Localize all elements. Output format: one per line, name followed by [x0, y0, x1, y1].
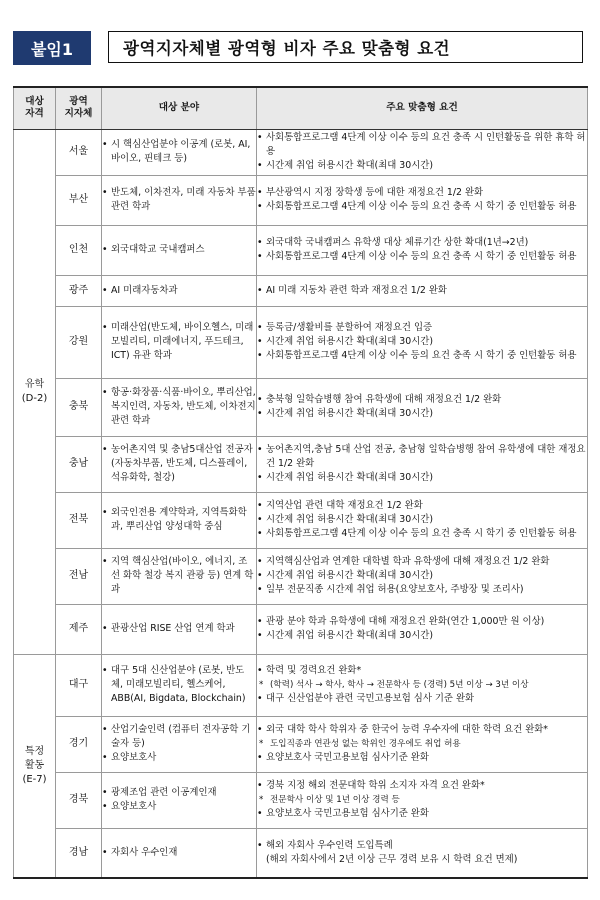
requirements-cell	[257, 828, 588, 878]
field-cell	[102, 828, 257, 878]
requirement-item: • 사회통합프로그램 4단계 이상 이수 등의 요건 충족 시 학기 중 인턴활동 허용	[257, 349, 587, 363]
requirements-cell	[257, 772, 588, 828]
column-header-qualification: 대상 자격	[14, 87, 56, 129]
region-cell: 인천	[56, 225, 102, 275]
requirements-cell	[257, 175, 588, 225]
field-item: • 광제조업 관련 이공계인재	[102, 786, 256, 800]
requirement-footnote: * 도입직종과 연관성 없는 학위인 경우에도 취업 허용	[257, 737, 587, 751]
table-header-row	[14, 87, 588, 129]
field-cell	[102, 436, 257, 492]
field-cell	[102, 378, 257, 436]
requirement-item: • 사회통합프로그램 4단계 이상 이수 등의 요건 충족 시 학기 중 인턴활동 허용	[257, 200, 587, 214]
requirements-cell	[257, 436, 588, 492]
region-cell: 충남	[56, 436, 102, 492]
requirement-item: • 시간제 취업 허용시간 확대(최대 30시간)	[257, 471, 587, 485]
requirements-cell	[257, 716, 588, 772]
region-cell: 경기	[56, 716, 102, 772]
requirement-item: • 경북 지정 해외 전문대학 학위 소지자 자격 요건 완화*	[257, 779, 587, 793]
requirement-item: • 시간제 취업 허용시간 확대(최대 30시간)	[257, 159, 587, 173]
requirement-item: • 해외 자회사 우수인력 도입특례	[257, 839, 587, 853]
region-cell: 강원	[56, 306, 102, 378]
table-row	[14, 175, 588, 225]
requirement-footnote: * 전문학사 이상 및 1년 이상 경력 등	[257, 793, 587, 807]
field-cell	[102, 548, 257, 604]
region-cell: 충북	[56, 378, 102, 436]
table-row	[14, 436, 588, 492]
requirement-item: • 사회통합프로그램 4단계 이상 이수 등의 요건 충족 시 인턴활동을 위한 휴학 허용	[257, 131, 587, 159]
table-row	[14, 306, 588, 378]
region-cell: 경남	[56, 828, 102, 878]
field-item: • 자회사 우수인재	[102, 846, 256, 860]
field-item: • 외국인전용 계약학과, 지역특화학과, 뿌리산업 양성대학 중심	[102, 506, 256, 534]
requirement-item: • 일부 전문직종 시간제 취업 허용(요양보호사, 주방장 및 조리사)	[257, 583, 587, 597]
requirement-item: • 지역핵심산업과 연계한 대학별 학과 유학생에 대해 재정요건 1/2 완화	[257, 555, 587, 569]
field-cell	[102, 129, 257, 175]
requirements-cell	[257, 306, 588, 378]
region-cell: 전남	[56, 548, 102, 604]
requirement-item: • 학력 및 경력요건 완화*	[257, 664, 587, 678]
qualification-cell: 특정 활동 (E-7)	[14, 654, 56, 878]
requirement-footnote: * (학력) 석사 → 학사, 학사 → 전문학사 등 (경력) 5년 이상 → 3년 이상	[257, 678, 587, 692]
field-item: • 요양보호사	[102, 800, 256, 814]
field-item: • 시 핵심산업분야 이공계 (로봇, AI, 바이오, 핀테크 등)	[102, 138, 256, 166]
field-item: • 관광산업 RISE 산업 연계 학과	[102, 622, 256, 636]
requirement-item: • 외국 대학 학사 학위자 중 한국어 능력 우수자에 대한 학력 요건 완화*	[257, 723, 587, 737]
field-cell	[102, 492, 257, 548]
column-header-requirements: 주요 맞춤형 요건	[257, 87, 588, 129]
requirement-item: • 대구 신산업분야 관련 국민고용보험 심사 기준 완화	[257, 692, 587, 706]
table-row	[14, 129, 588, 175]
requirement-item: (해외 자회사에서 2년 이상 근무 경력 보유 시 학력 요건 면제)	[266, 853, 518, 865]
table-row	[14, 772, 588, 828]
requirement-item: • 충북형 일학습병행 참여 유학생에 대해 재정요건 1/2 완화	[257, 393, 587, 407]
field-item: • 농어촌지역 및 충남5대산업 전공자(자동차부품, 반도체, 디스플레이, 석유화학, 철강)	[102, 443, 256, 485]
requirement-item: • 시간제 취업 허용시간 확대(최대 30시간)	[257, 569, 587, 583]
field-cell	[102, 716, 257, 772]
requirement-item: • 시간제 취업 허용시간 확대(최대 30시간)	[257, 513, 587, 527]
requirement-item: • 요양보호사 국민고용보험 심사기준 완화	[257, 751, 587, 765]
table-row	[14, 604, 588, 654]
field-item: • 지역 핵심산업(바이오, 에너지, 조선 화학 철강 복지 관광 등) 연계 학과	[102, 555, 256, 597]
requirements-cell	[257, 654, 588, 716]
region-cell: 경북	[56, 772, 102, 828]
requirements-cell	[257, 225, 588, 275]
requirement-item: • 등록금/생활비를 분할하여 재정요건 입증	[257, 321, 587, 335]
field-cell	[102, 604, 257, 654]
table-row	[14, 492, 588, 548]
field-cell	[102, 175, 257, 225]
requirement-item: • 사회통합프로그램 4단계 이상 이수 등의 요건 충족 시 학기 중 인턴활동 허용	[257, 250, 587, 264]
region-cell: 서울	[56, 129, 102, 175]
requirements-table	[13, 86, 588, 879]
field-cell	[102, 275, 257, 306]
table-row	[14, 275, 588, 306]
field-item: • 대구 5대 신산업분야 (로봇, 반도체, 미래모빌리티, 헬스케어, ABB(AI, Bigdata, Blockchain)	[102, 664, 256, 706]
region-cell: 광주	[56, 275, 102, 306]
requirements-cell	[257, 492, 588, 548]
table-row	[14, 716, 588, 772]
requirements-cell	[257, 548, 588, 604]
field-item: • 산업기술인력 (컴퓨터 전자공학 기술자 등)	[102, 723, 256, 751]
requirements-cell	[257, 275, 588, 306]
field-cell	[102, 306, 257, 378]
requirement-item: • 지역산업 관련 대학 재정요건 1/2 완화	[257, 499, 587, 513]
requirement-item: • 농어촌지역,충남 5대 산업 전공, 충남형 일학습병행 참여 유학생에 대한 재정요건 1/2 완화	[257, 443, 587, 471]
field-item: • 반도체, 이차전자, 미래 자동차 부품 관련 학과	[102, 186, 256, 214]
requirement-item: • 사회통합프로그램 4단계 이상 이수 등의 요건 충족 시 학기 중 인턴활동 허용	[257, 527, 587, 541]
field-item: • 미래산업(반도체, 바이오헬스, 미래모빌리티, 미래에너지, 푸드테크, ICT) 유관 학과	[102, 321, 256, 363]
requirements-cell	[257, 604, 588, 654]
requirements-cell	[257, 129, 588, 175]
field-item: • 요양보호사	[102, 751, 256, 765]
region-cell: 부산	[56, 175, 102, 225]
requirement-item: • 요양보호사 국민고용보험 심사기준 완화	[257, 807, 587, 821]
field-cell	[102, 225, 257, 275]
requirement-item: • 시간제 취업 허용시간 확대(최대 30시간)	[257, 335, 587, 349]
table-row	[14, 225, 588, 275]
region-cell: 대구	[56, 654, 102, 716]
requirement-item: • 시간제 취업 허용시간 확대(최대 30시간)	[257, 629, 587, 643]
page-header	[13, 31, 585, 65]
field-item: • 항공·화장품·식품·바이오, 뿌리산업, 복지인력, 자동차, 반도체, 이차전지 관련 학과	[102, 386, 256, 428]
table-row	[14, 828, 588, 878]
field-item: • AI 미래자동차과	[102, 284, 256, 298]
field-cell	[102, 772, 257, 828]
field-cell	[102, 654, 257, 716]
column-header-field: 대상 분야	[102, 87, 257, 129]
field-item: • 외국대학교 국내캠퍼스	[102, 243, 256, 257]
table-row	[14, 548, 588, 604]
requirement-item: • 시간제 취업 허용시간 확대(최대 30시간)	[257, 407, 587, 421]
requirements-cell	[257, 378, 588, 436]
requirement-item: • 외국대학 국내캠퍼스 유학생 대상 체류기간 상한 확대(1년→2년)	[257, 236, 587, 250]
region-cell: 제주	[56, 604, 102, 654]
table-row	[14, 378, 588, 436]
requirement-item: • 부산광역시 지정 장학생 등에 대한 재정요건 1/2 완화	[257, 186, 587, 200]
qualification-cell: 유학 (D-2)	[14, 129, 56, 654]
requirement-item: • 관광 분야 학과 유학생에 대해 재정요건 완화(연간 1,000만 원 이상)	[257, 615, 587, 629]
attachment-badge: 붙임1	[13, 31, 91, 65]
table-row	[14, 654, 588, 716]
page-title: 광역지자체별 광역형 비자 주요 맞춤형 요건	[108, 31, 583, 63]
region-cell: 전북	[56, 492, 102, 548]
requirement-item: • AI 미래 지동차 관련 학과 재정요건 1/2 완화	[257, 284, 587, 298]
column-header-region: 광역 지자체	[56, 87, 102, 129]
